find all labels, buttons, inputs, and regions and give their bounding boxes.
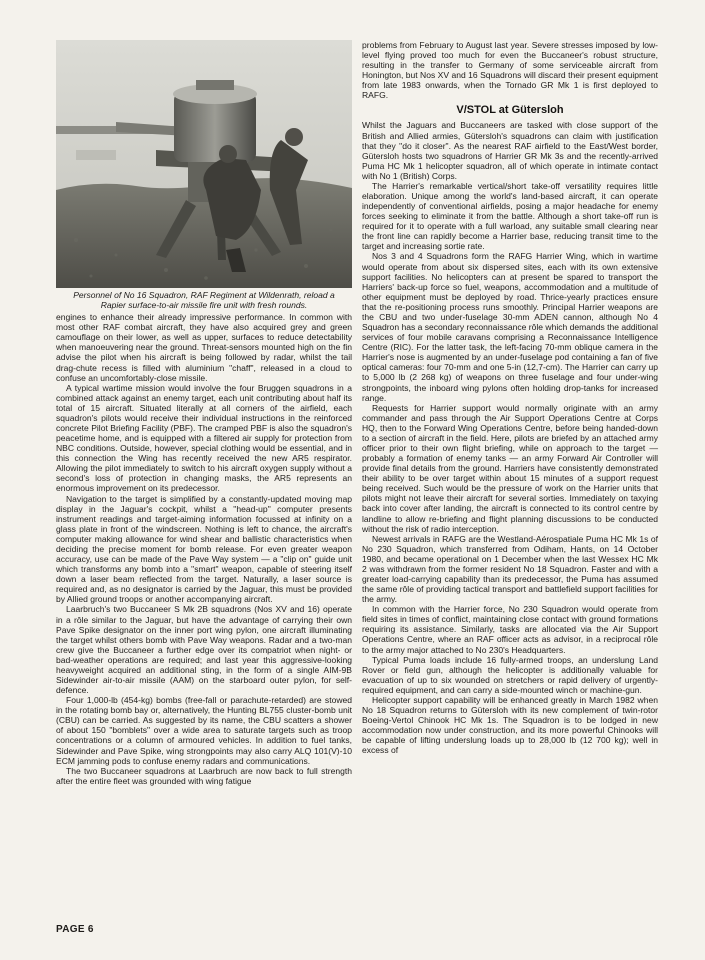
rapier-missile-photo bbox=[56, 40, 352, 288]
caption-line-1: Personnel of No 16 Squadron, RAF Regiment at Wildenrath, reload a bbox=[73, 290, 335, 300]
paragraph: In common with the Harrier force, No 230 Squadron would operate from field sites in times of conflict, maintaining close contact with ground formations requiring its assistance. Similarly, tasks are allocated via the Air Support Operations Centre, where an RAF officer acts as advisor, in a reciprocal rôle to the army major attached to No 230's Headquarters. bbox=[362, 604, 658, 655]
paragraph: Navigation to the target is simplified by a constantly-updated moving map display in the Jaguar's cockpit, whilst a "head-up" computer presents instrument readings and target-aiming information focussed at infinity on a glass plate in front of the windscreen. Nothing is left to chance, the aircraft's computer making allowance for wind shear and ballistic characteristics when deciding the precise moment for bomb release. For even greater weapon accuracy, use can be made of the Pave Way system — a "clip on" guide unit which transforms any bomb into a "smart" weapon, capable of steering itself down a laser beam reflected from the target. Naturally, a laser source is required and, as no designator is carried by the Jaguar, this must be provided by Allied ground troops or another accompanying aircraft. bbox=[56, 493, 352, 605]
paragraph: engines to enhance their already impressive performance. In common with most other RAF combat aircraft, they have also acquired grey and green camouflage on their lower, as well as upper, surfaces to reduce detectability when manoeuvering near the ground. Threat-sensors mounted high on the fin advise the pilot when his aircraft is being followed by radar, whilst the tail drag-chute recess is filled with aluminium "chaff", released in a cloud to confuse an uncomfortably-close missile. bbox=[56, 312, 352, 383]
rapier-photo-illustration bbox=[56, 40, 352, 288]
paragraph: A typical wartime mission would involve the four Bruggen squadrons in a combined attack against an enemy target, each unit contributing about half its total of 15 aircraft. Situated literally at all corners of the airfield, each squadron's pilots would receive their individual instructions in the reinforced concrete Pilot Briefing Facility (PBF). The cramped PBF is also the squadron's peacetime home, and is equipped with a filtered air supply for protection from NBC conditions. Outside, however, special clothing would be essential, and in this connection the Wing has recently received the new AR5 respirator. Allowing the pilot immediately to switch to his aircraft oxygen supply without a second's loss of protection in changing masks, the AR5 represents an enormous improvement on its predecessor. bbox=[56, 382, 352, 494]
paragraph: Typical Puma loads include 16 fully-armed troops, an underslung Land Rover or field gun, although the helicopter is additionally valuable for evacuation of up to six wounded on stretchers or rapid delivery of urgently-required equipment, and can carry a side-mounted winch or machine-gun. bbox=[362, 654, 658, 695]
paragraph: Helicopter support capability will be enhanced greatly in March 1982 when No 18 Squadron returns to Gütersloh with its new complement of twin-rotor Boeing-Vertol Chinook HC Mk 1s. The Squadron is to be lodged in new accommodation now under construction, and its more powerful Chinooks will be capable of lifting underslung loads up to 28,000 lb (12 700 kg); well in excess of bbox=[362, 694, 658, 756]
section-heading: V/STOL at Gütersloh bbox=[456, 104, 564, 117]
photo-caption bbox=[56, 290, 352, 310]
paragraph: The two Buccaneer squadrons at Laarbruch are now back to full strength after the entire fleet was grounded with wing fatigue bbox=[56, 765, 352, 786]
caption-line-2: Rapier surface-to-air missile fire unit with fresh rounds. bbox=[100, 300, 308, 311]
paragraph: The Harrier's remarkable vertical/short take-off versatility requires little elaboration. Unique among the world's land-based aircraft, it can operate independently of conventional airfields, posing a major headache for enemy forces seeking to eliminate it from the battle. Although a short take-off run is required for it to operate with a full warload, any suitable small clearing near the front line can rapidly become a Harrier base, reducing transit time to the target and increasing sortie rate. bbox=[362, 180, 658, 252]
page-number: PAGE 6 bbox=[56, 924, 94, 935]
paragraph: Four 1,000-lb (454-kg) bombs (free-fall or parachute-retarded) are stowed in the rotating bomb bay or, alternatively, the Hunting BL755 cluster-bomb unit (CBU) can be carried. As suggested by its name, the CBU scatters a shower of about 150 "bomblets" over a wide area to saturate targets such as troop concentrations or a column of armoured vehicles. In addition to fuel tanks, Sidewinder and Pave Spike, wing strongpoints may also carry ALQ 101(V)-10 ECM jamming pods to confuse enemy radars and communications. bbox=[56, 695, 352, 766]
paragraph: problems from February to August last year. Severe stresses imposed by low-level flying proved too much for even the Buccaneer's robust structure, resulting in the transfer to Germany of some serviceable aircraft from Honington, but Nos XV and 16 Squadrons will discard their present equipment from late 1983 onwards, when the Tornado GR Mk 1 is first deployed to RAFG. bbox=[362, 40, 658, 101]
paragraph: Whilst the Jaguars and Buccaneers are tasked with close support of the British and Allied armies, Gütersloh's squadrons can claim with justification that they "do it closer". As the nearest RAF airfield to the East/West border, Gütersloh hosts two squadrons of Harrier GR Mk 3s and the recently-arrived Puma HC Mk 1 helicopter squadron, all of which operate in intimate contact with No 1 (British) Corps. bbox=[362, 120, 658, 181]
paragraph: Laarbruch's two Buccaneer S Mk 2B squadrons (Nos XV and 16) operate in a rôle similar to the Jaguar, but have the advantage of carrying their own Pave Spike designator on the inner port wing pylon, one aircraft illuminating the target whilst others bomb with Pave Way weapons. Radar and a two-man crew give the Buccaneer a further edge over its compatriot when night- or bad-weather operations are required; and last year this aggressive-looking heavyweight acquired an additional sting, in the form of a single AIM-9B Sidewinder air-to-air missile (AAM) on the starboard outer pylon, for self-defence. bbox=[56, 604, 352, 696]
left-column bbox=[56, 40, 352, 786]
paragraph: Newest arrivals in RAFG are the Westland-Aérospatiale Puma HC Mk 1s of No 230 Squadron, which transferred from Odiham, Hants, on 14 October 1980, and became operational on 1 December when the last Wessex HC Mk 2 was withdrawn from the former resident No 18 Squadron. Faster and with a greater load-carrying capability than its predecessor, the Puma has assumed the same rôle of providing tactical transport and battlefield support facilities for the army. bbox=[362, 533, 658, 605]
paragraph: Nos 3 and 4 Squadrons form the RAFG Harrier Wing, which in wartime would operate from about six dispersed sites, each with its own extensive support facilities. No helicopters can at present be spared to transport the Harriers' back-up force so fuel, weapons, accommodation and a multitude of other equipment must be deployed by road. Thrice-yearly practices ensure that the re-positioning process runs smoothly. Principal Harrier weapons are the CBU and two under-fuselage 30-mm ADEN cannon, although No 4 Squadron has a secondary reconnaissance rôle which demands the additional services of four mobile caravans comprising a Reconnaissance Intelligence Centre (RIC). For the latter task, the left-facing 70-mm oblique camera in the Harrier's nose is augmented by an under-fuselage pod containing a fan of five optical cameras: four 70-mm and one 5-in (12,7-cm). The Harrier can carry up to 5,000 lb (2 268 kg) of weapons on three fuselage and four under-wing strongpoints, the inboard wing pylons often holding drop-tanks for increased range. bbox=[362, 251, 659, 403]
right-column bbox=[362, 40, 658, 755]
paragraph: Requests for Harrier support would normally originate with an army commander and pass through the Air Support Operations Centre at Corps HQ, then to the Forward Wing Operations Centre, before being handed-down to a section of aircraft in the field. Here, pilots are briefed by an attached army officer prior to their own flight briefing, while on approach to the target — probably a formation of enemy tanks — an army Forward Air Controller will provide final details from the ground. Harriers have consistently demonstrated their ability to be over target within about 15 minutes of a support request being received. Such would be the pressure of work on the Harrier units that pilots might not leave their aircraft for several sorties. Immediately on taxying back into cover after landing, the aircraft is connected to its control centre by landline to allow re-briefing and flight planning discussions to be conducted without the risk of radio interception. bbox=[362, 402, 658, 534]
